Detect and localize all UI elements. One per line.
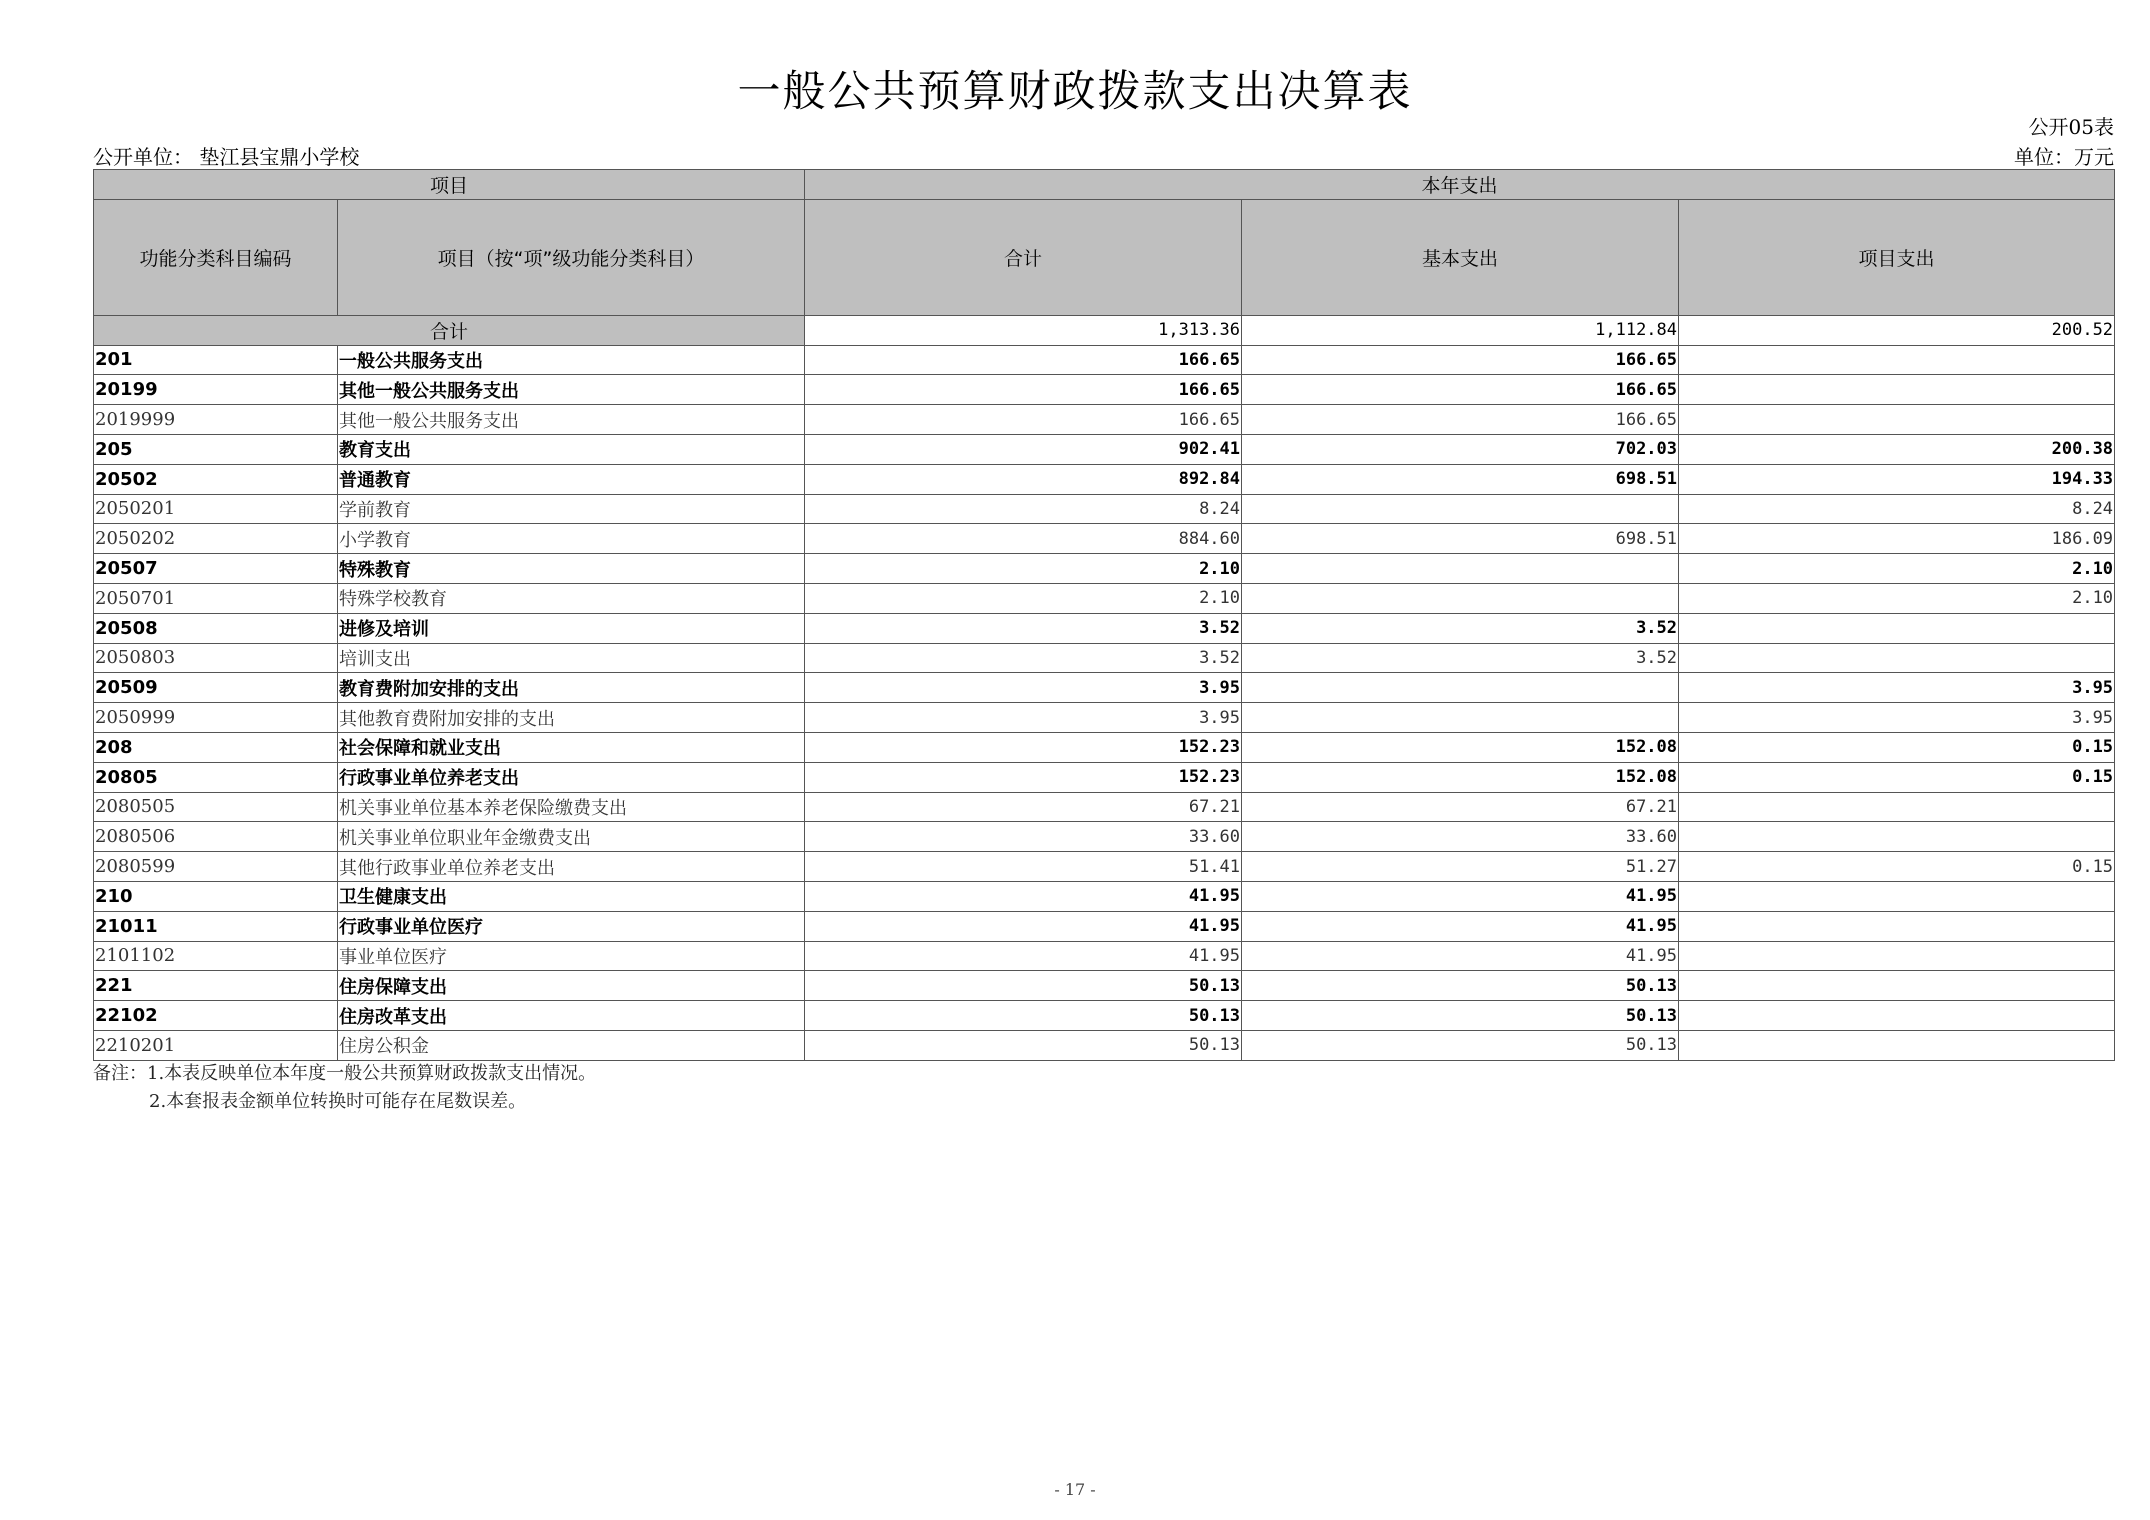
expenditure-table bbox=[93, 169, 2115, 1061]
total-cell: 33.60 bbox=[805, 822, 1242, 852]
total-project: 200.52 bbox=[1679, 315, 2115, 345]
total-cell: 41.95 bbox=[805, 941, 1242, 971]
name-cell: 其他一般公共服务支出 bbox=[338, 405, 805, 435]
table-row bbox=[94, 643, 2115, 673]
basic-cell: 50.13 bbox=[1242, 1001, 1679, 1031]
project-cell: 2.10 bbox=[1679, 583, 2115, 613]
code-cell: 20502 bbox=[94, 464, 338, 494]
code-cell: 21011 bbox=[94, 911, 338, 941]
total-cell: 3.95 bbox=[805, 673, 1242, 703]
project-cell: 186.09 bbox=[1679, 524, 2115, 554]
page-number: - 17 - bbox=[1054, 1480, 1096, 1499]
project-cell bbox=[1679, 941, 2115, 971]
project-cell bbox=[1679, 375, 2115, 405]
table-row bbox=[94, 911, 2115, 941]
project-cell bbox=[1679, 643, 2115, 673]
unit-info-row bbox=[93, 141, 2114, 167]
project-cell bbox=[1679, 971, 2115, 1001]
project-cell bbox=[1679, 881, 2115, 911]
total-cell: 152.23 bbox=[805, 732, 1242, 762]
code-cell: 2050803 bbox=[94, 643, 338, 673]
table-row bbox=[94, 524, 2115, 554]
code-cell: 208 bbox=[94, 732, 338, 762]
form-number: 公开05表 bbox=[2028, 115, 2114, 139]
basic-cell: 41.95 bbox=[1242, 911, 1679, 941]
name-cell: 其他一般公共服务支出 bbox=[338, 375, 805, 405]
project-cell bbox=[1679, 345, 2115, 375]
total-row bbox=[94, 315, 2115, 345]
code-cell: 2019999 bbox=[94, 405, 338, 435]
total-cell: 892.84 bbox=[805, 464, 1242, 494]
name-cell: 培训支出 bbox=[338, 643, 805, 673]
project-cell: 194.33 bbox=[1679, 464, 2115, 494]
name-cell: 其他行政事业单位养老支出 bbox=[338, 852, 805, 882]
total-cell: 41.95 bbox=[805, 911, 1242, 941]
basic-cell: 152.08 bbox=[1242, 732, 1679, 762]
total-cell: 50.13 bbox=[805, 1030, 1242, 1060]
code-cell: 22102 bbox=[94, 1001, 338, 1031]
code-cell: 2080505 bbox=[94, 792, 338, 822]
name-cell: 住房公积金 bbox=[338, 1030, 805, 1060]
header-item: 项目 bbox=[94, 170, 805, 200]
basic-cell: 3.52 bbox=[1242, 613, 1679, 643]
table-row bbox=[94, 1001, 2115, 1031]
code-cell: 205 bbox=[94, 434, 338, 464]
name-cell: 进修及培训 bbox=[338, 613, 805, 643]
code-cell: 2050701 bbox=[94, 583, 338, 613]
name-cell: 住房保障支出 bbox=[338, 971, 805, 1001]
table-row bbox=[94, 792, 2115, 822]
name-cell: 特殊教育 bbox=[338, 554, 805, 584]
name-cell: 一般公共服务支出 bbox=[338, 345, 805, 375]
project-cell: 2.10 bbox=[1679, 554, 2115, 584]
basic-cell bbox=[1242, 703, 1679, 733]
project-cell bbox=[1679, 405, 2115, 435]
table-row bbox=[94, 434, 2115, 464]
total-cell: 51.41 bbox=[805, 852, 1242, 882]
total-cell: 3.95 bbox=[805, 703, 1242, 733]
total-cell: 3.52 bbox=[805, 613, 1242, 643]
total-cell: 166.65 bbox=[805, 375, 1242, 405]
table-row bbox=[94, 1030, 2115, 1060]
total-cell: 2.10 bbox=[805, 554, 1242, 584]
table-row bbox=[94, 822, 2115, 852]
name-cell: 行政事业单位医疗 bbox=[338, 911, 805, 941]
project-cell bbox=[1679, 1030, 2115, 1060]
total-cell: 3.52 bbox=[805, 643, 1242, 673]
table-row bbox=[94, 881, 2115, 911]
basic-cell: 67.21 bbox=[1242, 792, 1679, 822]
header-name: 项目（按“项”级功能分类科目） bbox=[338, 199, 805, 315]
table-row bbox=[94, 375, 2115, 405]
notes bbox=[93, 1060, 596, 1116]
total-cell: 67.21 bbox=[805, 792, 1242, 822]
header-total: 合计 bbox=[805, 199, 1242, 315]
project-cell bbox=[1679, 822, 2115, 852]
basic-cell: 50.13 bbox=[1242, 971, 1679, 1001]
table-row bbox=[94, 405, 2115, 435]
page-title: 一般公共预算财政拨款支出决算表 bbox=[737, 67, 1413, 117]
name-cell: 其他教育费附加安排的支出 bbox=[338, 703, 805, 733]
name-cell: 机关事业单位职业年金缴费支出 bbox=[338, 822, 805, 852]
name-cell: 行政事业单位养老支出 bbox=[338, 762, 805, 792]
header-current-year: 本年支出 bbox=[805, 170, 2115, 200]
basic-cell: 698.51 bbox=[1242, 524, 1679, 554]
code-cell: 20805 bbox=[94, 762, 338, 792]
basic-cell bbox=[1242, 583, 1679, 613]
code-cell: 2050202 bbox=[94, 524, 338, 554]
basic-cell: 3.52 bbox=[1242, 643, 1679, 673]
project-cell: 8.24 bbox=[1679, 494, 2115, 524]
table-row bbox=[94, 732, 2115, 762]
header-project: 项目支出 bbox=[1679, 199, 2115, 315]
table-row bbox=[94, 852, 2115, 882]
code-cell: 20508 bbox=[94, 613, 338, 643]
code-cell: 210 bbox=[94, 881, 338, 911]
basic-cell: 41.95 bbox=[1242, 941, 1679, 971]
basic-cell: 698.51 bbox=[1242, 464, 1679, 494]
project-cell bbox=[1679, 911, 2115, 941]
project-cell: 0.15 bbox=[1679, 732, 2115, 762]
name-cell: 普通教育 bbox=[338, 464, 805, 494]
header-code: 功能分类科目编码 bbox=[94, 199, 338, 315]
total-label: 合计 bbox=[94, 315, 805, 345]
name-cell: 社会保障和就业支出 bbox=[338, 732, 805, 762]
basic-cell: 152.08 bbox=[1242, 762, 1679, 792]
project-cell bbox=[1679, 1001, 2115, 1031]
basic-cell bbox=[1242, 554, 1679, 584]
basic-cell: 702.03 bbox=[1242, 434, 1679, 464]
name-cell: 事业单位医疗 bbox=[338, 941, 805, 971]
table-row bbox=[94, 494, 2115, 524]
note-2: 2.本套报表金额单位转换时可能存在尾数误差。 bbox=[149, 1091, 527, 1112]
code-cell: 2050999 bbox=[94, 703, 338, 733]
total-cell: 50.13 bbox=[805, 971, 1242, 1001]
project-cell: 3.95 bbox=[1679, 703, 2115, 733]
total-cell: 50.13 bbox=[805, 1001, 1242, 1031]
name-cell: 卫生健康支出 bbox=[338, 881, 805, 911]
basic-cell: 166.65 bbox=[1242, 375, 1679, 405]
basic-cell: 51.27 bbox=[1242, 852, 1679, 882]
name-cell: 特殊学校教育 bbox=[338, 583, 805, 613]
code-cell: 2080506 bbox=[94, 822, 338, 852]
total-cell: 152.23 bbox=[805, 762, 1242, 792]
name-cell: 学前教育 bbox=[338, 494, 805, 524]
table-row bbox=[94, 554, 2115, 584]
basic-cell: 166.65 bbox=[1242, 345, 1679, 375]
total-basic: 1,112.84 bbox=[1242, 315, 1679, 345]
basic-cell: 166.65 bbox=[1242, 405, 1679, 435]
table-row bbox=[94, 673, 2115, 703]
code-cell: 20507 bbox=[94, 554, 338, 584]
table-row bbox=[94, 583, 2115, 613]
table-row bbox=[94, 941, 2115, 971]
total-cell: 41.95 bbox=[805, 881, 1242, 911]
code-cell: 20509 bbox=[94, 673, 338, 703]
table-row bbox=[94, 464, 2115, 494]
basic-cell: 33.60 bbox=[1242, 822, 1679, 852]
total-cell: 902.41 bbox=[805, 434, 1242, 464]
basic-cell bbox=[1242, 494, 1679, 524]
total-cell: 166.65 bbox=[805, 405, 1242, 435]
name-cell: 机关事业单位基本养老保险缴费支出 bbox=[338, 792, 805, 822]
project-cell: 3.95 bbox=[1679, 673, 2115, 703]
name-cell: 住房改革支出 bbox=[338, 1001, 805, 1031]
basic-cell: 41.95 bbox=[1242, 881, 1679, 911]
code-cell: 20199 bbox=[94, 375, 338, 405]
project-cell: 200.38 bbox=[1679, 434, 2115, 464]
project-cell bbox=[1679, 613, 2115, 643]
total-cell: 884.60 bbox=[805, 524, 1242, 554]
project-cell: 0.15 bbox=[1679, 852, 2115, 882]
note-1: 备注：1.本表反映单位本年度一般公共预算财政拨款支出情况。 bbox=[93, 1063, 597, 1084]
code-cell: 2050201 bbox=[94, 494, 338, 524]
table-row bbox=[94, 762, 2115, 792]
code-cell: 201 bbox=[94, 345, 338, 375]
total-sum: 1,313.36 bbox=[805, 315, 1242, 345]
name-cell: 小学教育 bbox=[338, 524, 805, 554]
project-cell bbox=[1679, 792, 2115, 822]
table-row bbox=[94, 345, 2115, 375]
basic-cell: 50.13 bbox=[1242, 1030, 1679, 1060]
name-cell: 教育支出 bbox=[338, 434, 805, 464]
table-row bbox=[94, 703, 2115, 733]
code-cell: 2101102 bbox=[94, 941, 338, 971]
table-row bbox=[94, 971, 2115, 1001]
project-cell: 0.15 bbox=[1679, 762, 2115, 792]
code-cell: 2210201 bbox=[94, 1030, 338, 1060]
total-cell: 2.10 bbox=[805, 583, 1242, 613]
code-cell: 2080599 bbox=[94, 852, 338, 882]
reporting-unit: 公开单位： 垫江县宝鼎小学校 bbox=[93, 145, 360, 169]
header-basic: 基本支出 bbox=[1242, 199, 1679, 315]
code-cell: 221 bbox=[94, 971, 338, 1001]
basic-cell bbox=[1242, 673, 1679, 703]
name-cell: 教育费附加安排的支出 bbox=[338, 673, 805, 703]
table-row bbox=[94, 613, 2115, 643]
total-cell: 8.24 bbox=[805, 494, 1242, 524]
money-unit: 单位：万元 bbox=[2014, 145, 2114, 169]
total-cell: 166.65 bbox=[805, 345, 1242, 375]
